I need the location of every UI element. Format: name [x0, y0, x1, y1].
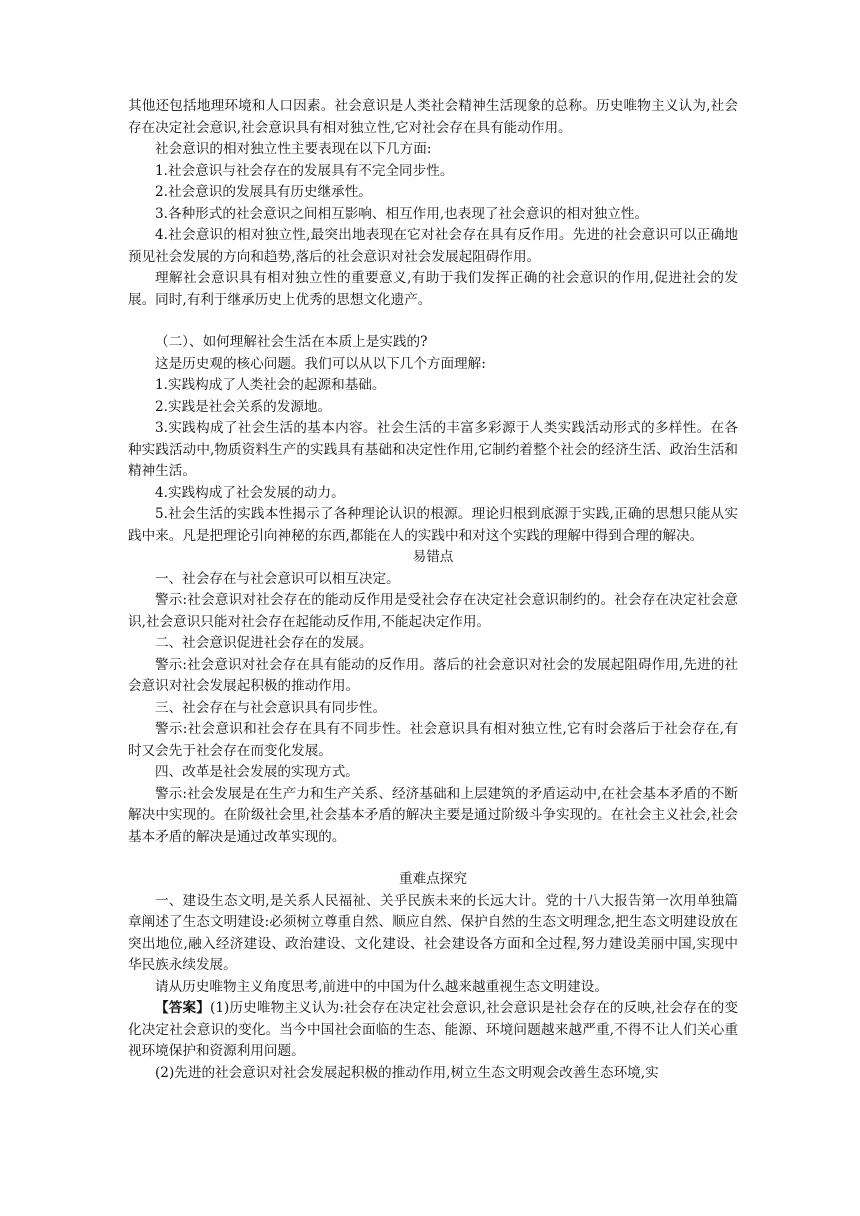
error-claim: 一、社会存在与社会意识可以相互决定。 [155, 570, 400, 587]
answer-text: (1)历史唯物主义认为:社会存在决定社会意识,社会意识是社会存在的反映,社会存在的变化决定社会意识的变化。当今中国社会面临的生态、能源、环境问题越来越严重,不得不让人们关心重视环境保护和资源利用问题。 [128, 1000, 739, 1059]
error-warning: 警示:社会意识对社会存在具有能动的反作用。落后的社会意识对社会的发展起阻碍作用,先进的社会意识对社会发展起积极的推动作用。 [128, 656, 738, 694]
list-item: 4.社会意识的相对独立性,最突出地表现在它对社会存在具有反作用。先进的社会意识可以正确地预见社会发展的方向和趋势,落后的社会意识对社会发展起阻碍作用。 [128, 227, 738, 265]
error-warning: 警示:社会意识对社会存在的能动反作用是受社会存在决定社会意识制约的。社会存在决定社会意识,社会意识只能对社会存在起能动反作用,不能起决定作用。 [128, 592, 738, 630]
list-item: 1.社会意识与社会存在的发展具有不完全同步性。 [155, 162, 454, 179]
answer-paragraph [128, 998, 738, 1063]
error-claim: 四、改革是社会发展的实现方式。 [155, 764, 359, 780]
paragraph: 这是历史观的核心问题。我们可以从以下几个方面理解: [155, 355, 486, 372]
list-item: 4.实践构成了社会发展的动力。 [155, 484, 345, 501]
paragraph: 其他还包括地理环境和人口因素。社会意识是人类社会精神生活现象的总称。历史唯物主义认为,社会存在决定社会意识,社会意识具有相对独立性,它对社会存在具有能动作用。 [128, 98, 738, 136]
error-warning: 警示:社会发展是在生产力和生产关系、经济基础和上层建筑的矛盾运动中,在社会基本矛盾的不断解决中实现的。在阶级社会里,社会基本矛盾的解决主要是通过阶级斗争实现的。在社会主义社会,社会基本矛盾的解决是通过改革实现的。 [128, 785, 738, 845]
answer-paragraph: (2)先进的社会意识对社会发展起积极的推动作用,树立生态文明观会改善生态环境,实 [155, 1064, 659, 1081]
error-claim: 二、社会意识促进社会存在的发展。 [155, 635, 373, 651]
paragraph: 社会意识的相对独立性主要表现在以下几方面: [155, 141, 432, 157]
answer-tag: 【答案】 [155, 1000, 211, 1016]
section-title: （二）、如何理解社会生活在本质上是实践的? [155, 334, 428, 350]
key-points-heading: 重难点探究 [399, 871, 467, 887]
error-claim: 三、社会存在与社会意识具有同步性。 [155, 699, 387, 716]
error-points-heading: 易错点 [412, 549, 454, 565]
list-item: 3.各种形式的社会意识之间相互影响、相互作用,也表现了社会意识的相对独立性。 [155, 205, 649, 222]
paragraph: 理解社会意识具有相对独立性的重要意义,有助于我们发挥正确的社会意识的作用,促进社会的发展。同时,有利于继承历史上优秀的思想文化遗产。 [128, 270, 738, 308]
question-prompt: 请从历史唯物主义角度思考,前进中的中国为什么越来越重视生态文明建设。 [155, 978, 608, 995]
question-paragraph: 一、建设生态文明,是关系人民福祉、关乎民族未来的长远大计。党的十八大报告第一次用单独篇章阐述了生态文明建设:必须树立尊重自然、顺应自然、保护自然的生态文明理念,把生态文明建设放在突出地位,融入经济建设、政治建设、文化建设、社会建设各方面和全过程,努力建设美丽中国,实现中华民族永续发展。 [128, 892, 738, 973]
list-item: 2.社会意识的发展具有历史继承性。 [155, 184, 372, 200]
error-warning: 警示:社会意识和社会存在具有不同步性。社会意识具有相对独立性,它有时会落后于社会存在,有时又会先于社会存在而变化发展。 [128, 721, 738, 759]
list-item: 2.实践是社会关系的发源地。 [155, 398, 332, 415]
list-item: 1.实践构成了人类社会的起源和基础。 [155, 377, 386, 393]
list-item: 5.社会生活的实践本性揭示了各种理论认识的根源。理论归根到底源于实践,正确的思想只能从实践中来。凡是把理论引向神秘的东西,都能在人的实践中和对这个实践的理解中得到合理的解决。 [128, 506, 738, 544]
list-item: 3.实践构成了社会生活的基本内容。社会生活的丰富多彩源于人类实践活动形式的多样性。在各种实践活动中,物质资料生产的实践具有基础和决定性作用,它制约着整个社会的经济生活、政治生活和精神生活。 [128, 420, 738, 479]
